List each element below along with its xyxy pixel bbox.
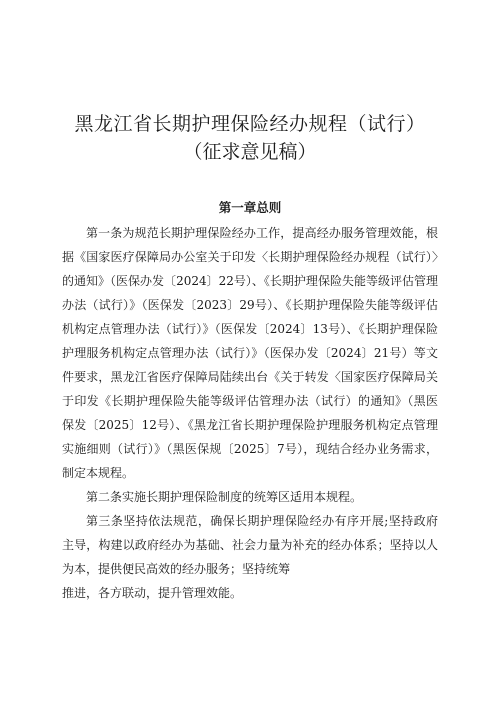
article-3-continuation: 推进，各方联动，提升管理效能。: [62, 586, 243, 600]
article-2-paragraph: 第二条实施长期护理保险制度的统筹区适用本规程。: [86, 490, 363, 504]
chapter-heading: 第一章总则: [218, 200, 282, 215]
document-subtitle: （征求意见稿）: [183, 141, 317, 163]
document-body: [62, 221, 438, 605]
article-1-paragraph: 第一条为规范长期护理保险经办工作，提高经办服务管理效能，根据《国家医疗保障局办公室关于印发〈长期护理保险经办规程（试行）〉的通知》（医保办发〔2024〕22号）、《长期护理保险失能等级评估管理办法（试行）》（医保发〔2023〕29号）、《长期护理保险失能等级评估机构定点管理办法（试行）》（医保发〔2024〕13号）、《长期护理保险护理服务机构定点管理办法（试行）》（医保办发〔2024〕21号）等文件要求，黑龙江省医疗保障局陆续出台《关于转发〈国家医疗保障局关于印发《长期护理保险失能等级评估管理办法（试行）的通知》（黑医保发〔2025〕12号）、《黑龙江省长期护理保险护理服务机构定点管理实施细则（试行）》（黑医保规〔2025〕7号），现结合经办业务需求，制定本规程。: [62, 226, 438, 480]
article-3-paragraph: 第三条坚持依法规范，确保长期护理保险经办有序开展;坚持政府主导，构建以政府经办为基础、社会力量为补充的经办体系；坚持以人为本，提供便民高效的经办服务；坚持统筹: [62, 514, 438, 576]
document-title: 黑龙江省长期护理保险经办规程（试行）: [74, 113, 426, 135]
